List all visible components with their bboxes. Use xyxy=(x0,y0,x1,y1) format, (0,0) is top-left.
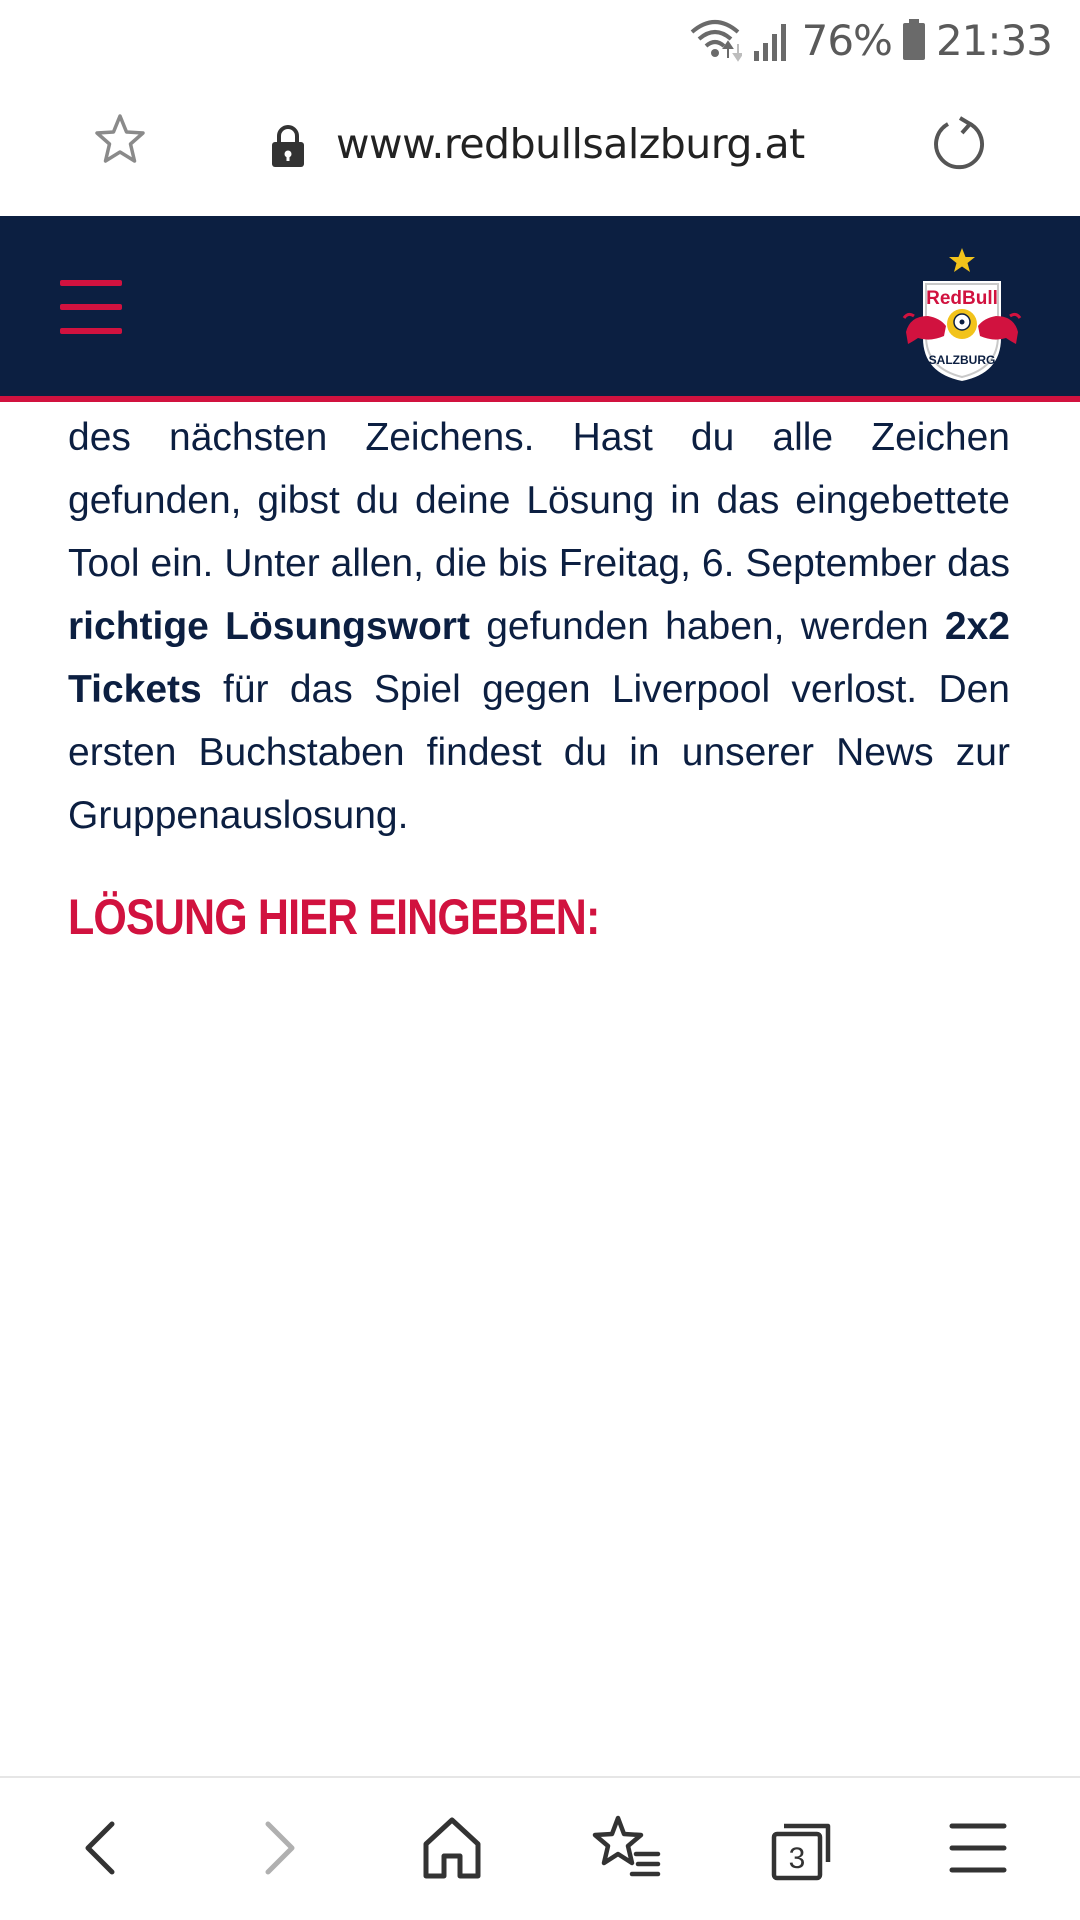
hamburger-menu-icon[interactable] xyxy=(60,280,122,334)
logo-text-top: RedBull xyxy=(926,288,998,309)
home-icon[interactable] xyxy=(412,1808,492,1888)
tabs-count: 3 xyxy=(788,1842,806,1875)
lock-icon xyxy=(270,124,306,168)
menu-icon[interactable] xyxy=(938,1808,1018,1888)
article-bold-tickets: 2x2 Tickets xyxy=(68,605,1010,711)
tabs-icon[interactable] xyxy=(762,1808,842,1888)
browser-bottom-nav xyxy=(0,1776,1080,1920)
back-icon[interactable] xyxy=(62,1808,142,1888)
browser-address-bar xyxy=(0,80,1080,216)
bookmarks-icon[interactable] xyxy=(588,1808,668,1888)
wifi-icon xyxy=(688,18,742,62)
battery-icon xyxy=(902,19,926,61)
article-bold-solution-word: richtige Lösungswort xyxy=(68,605,470,648)
site-header xyxy=(0,216,1080,396)
article-paragraph xyxy=(68,406,1010,847)
redbull-salzburg-logo[interactable] xyxy=(900,246,1024,386)
status-icons xyxy=(688,10,1052,70)
status-bar xyxy=(0,0,1080,80)
article-text-2: gefunden haben, werden xyxy=(469,605,945,648)
section-title: LÖSUNG HIER EINGEBEN: xyxy=(68,889,600,945)
article-text-1: des nächsten Zeichens. Hast du alle Zeichen gefunden, gibst du deine Lösung in das eingebettete Tool ein. Unter allen, die bis Freitag, 6. September das xyxy=(68,416,1010,585)
battery-percentage: 76% xyxy=(801,15,892,65)
reload-icon[interactable] xyxy=(930,114,990,174)
header-accent-line xyxy=(0,396,1080,402)
forward-icon[interactable] xyxy=(238,1808,318,1888)
logo-text-bottom: SALZBURG xyxy=(928,353,996,367)
star-icon[interactable] xyxy=(92,112,148,168)
clock: 21:33 xyxy=(935,15,1052,65)
article-body xyxy=(68,406,1010,847)
article-text-3: für das Spiel gegen Liverpool verlost. Den ersten Buchstaben findest du in unserer News zur Gruppenauslosung. xyxy=(68,668,1010,837)
signal-icon xyxy=(752,19,792,61)
url-field[interactable]: www.redbullsalzburg.at xyxy=(336,120,805,168)
